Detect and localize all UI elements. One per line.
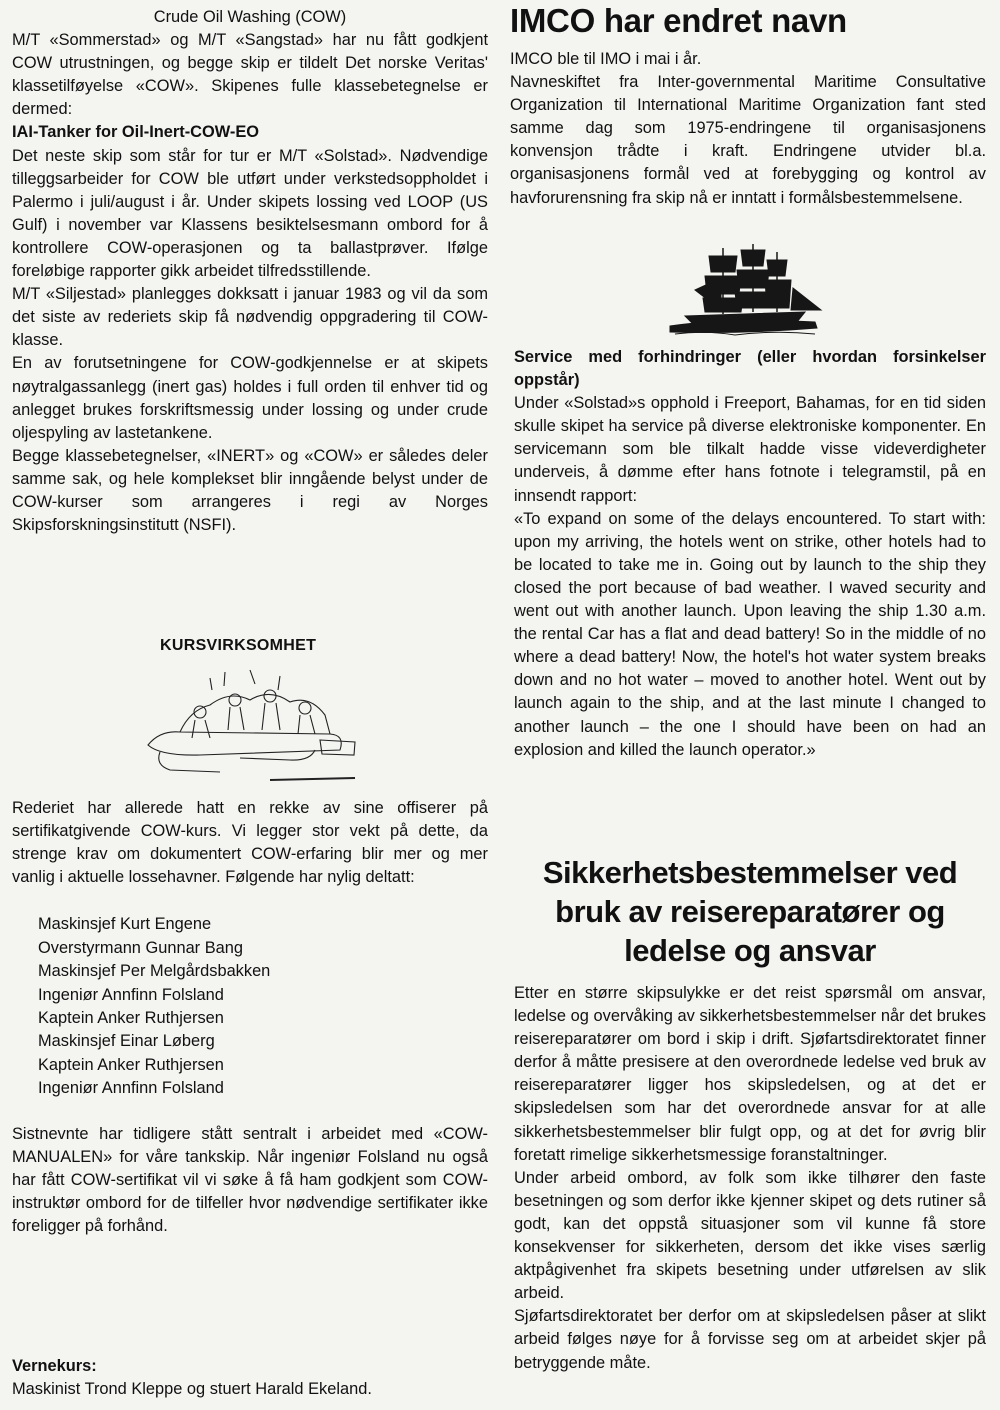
cow-paragraph: Begge klassebetegnelser, «INERT» og «COW» er således deler samme sak, og hele komplekset blir inngående belyst under de COW-kurser som arrangeres i regi av Norges Skipsforskningsinstitutt (NSFI). (12, 446, 488, 535)
kurs-heading: KURSVIRKSOMHET (160, 637, 317, 654)
kurs-paragraph: Rederiet har allerede hatt en rekke av sine offiserer på sertifikatgivende COW-kurs. Vi legger stor vekt på dette, da strenge krav om dokumentert COW-erfaring blir mer og mer vanlig i aktuelle lossehavner. Følgende har nylig deltatt: (12, 799, 488, 887)
right-column (510, 0, 986, 210)
verne-heading: Vernekurs: (12, 1357, 97, 1375)
imco-paragraph: Navneskiftet fra Inter-governmental Maritime Consultative Organization til International Maritime Organization fant sted samme dag som 1975-endringene til organisasjonens konvensjon trådte i kraft. Endringene utvider bl.a. organisasjonens formål ved at forebygging og kontrol av havforurensning fra skip nå er inntatt i formålsbestemmelsene. (510, 73, 986, 207)
list-item: Kaptein Anker Ruthjersen (38, 1055, 224, 1074)
crew-list (12, 913, 488, 1100)
verne-text: Maskinist Trond Kleppe og stuert Harald Ekeland. (12, 1380, 372, 1399)
sailing-ship-icon (665, 238, 825, 338)
verne-section (12, 1355, 488, 1401)
service-paragraph: Under «Solstad»s opphold i Freeport, Bahamas, for en tid siden skulle skipet ha service på diverse elektroniske komponenter. En servicemann som ble tilkalt hadde visse videverdigheter underveis, å dømme efter hans fotnote i telegramstil, på en innsendt rapport: (514, 394, 986, 505)
left-column (12, 0, 488, 537)
class-designation: IAI-Tanker for Oil-Inert-COW-EO (12, 123, 260, 142)
safety-paragraph: Under arbeid ombord, av folk som ikke tilhører den faste besetningen og som derfor ikke kjenner skipet og dets rutiner så godt, kan det oppstå situasjoner som vil kunne få store konsekvenser for sikkerheten, dersom det ikke vises særlig aktpågivenhet fra skipets besetning under utførelsen av slik arbeid. (514, 1168, 986, 1303)
imco-paragraph: IMCO ble til IMO i mai i år. (510, 50, 702, 68)
safety-heading: Sikkerhetsbestemmelser ved bruk av reisereparatører og ledelse og ansvar (542, 855, 958, 968)
kurs-heading-block (160, 637, 360, 655)
list-item: Ingeniør Annfinn Folsland (38, 1079, 224, 1098)
safety-paragraph: Sjøfartsdirektoratet ber derfor om at skipsledelsen påser at slikt arbeid følges nøye for å forvisse seg om at arbeidet skjer på betryggende måte. (514, 1307, 986, 1372)
imco-heading: IMCO har endret navn (510, 2, 847, 39)
list-item: Overstyrmann Gunnar Bang (38, 938, 243, 957)
service-section (514, 346, 986, 762)
cow-paragraph: M/T «Sommerstad» og M/T «Sangstad» har nu fått godkjent COW utrustningen, og begge skip er tildelt Det norske Veritas' klassetilføyelse «COW». Skipenes fulle klassebetegnelse er dermed: (12, 31, 488, 119)
kurs-paragraph: Sistnevnte har tidligere stått sentralt i arbeidet med «COW-MANUALEN» for våre tankskip. Når ingeniør Folsland nu også har fått COW-sertifikat vil vi søke å få ham godkjent som COW-instruktør ombord for de tilfeller hvor nødvendige sertifikater ikke foreligger på forhånd. (12, 1124, 488, 1235)
kurs-section (12, 797, 488, 1238)
cow-paragraph: Det neste skip som står for tur er M/T «Solstad». Nødvendige tilleggsarbeider for COW ble utført under verkstedsoppholdet i Palermo i juli/august i år. Under skipets lossing ved LOOP (US Gulf) i november var Klassens besiktelsesmann ombord for å kontrollere COW-operasjonen og ta ballastprøver. Ifølge foreløbige rapporter gikk arbeidet tilfredsstillende. (12, 146, 488, 281)
service-heading: Service med forhindringer (eller hvordan forsinkelser oppstår) (514, 348, 986, 390)
safety-section (514, 853, 986, 1375)
list-item: Maskinsjef Einar Løberg (38, 1032, 215, 1051)
list-item: Ingeniør Annfinn Folsland (38, 985, 224, 1004)
service-quote: «To expand on some of the delays encountered. To start with: upon my arriving, the hotels went on strike, other hotels had to be located to take me in. Going out by launch to the ship they closed the port because of bad weather. I waved security and went out with another launch. Upon leaving the ship 1.30 a.m. the rental Car has a flat and dead battery! So in the middle of no where a dead battery! Now, the hotel's hot water system breaks down and no hot water – moved to another hotel. Went out by launch again to the ship, and at the last minute I changed to another launch – the one I should have been on had an explosion and killed the launch operator.» (514, 509, 986, 759)
classroom-sketch-icon (140, 660, 370, 785)
cow-heading: Crude Oil Washing (COW) (153, 8, 347, 26)
list-item: Kaptein Anker Ruthjersen (38, 1009, 224, 1027)
cow-paragraph: En av forutsetningene for COW-godkjennelse er at skipets nøytralgassanlegg (inert gas) holdes i full orden til enhver tid og anlegget brukes forskriftsmessig under lossing og under crude oljespyling av lastetankene. (12, 354, 488, 442)
cow-paragraph: M/T «Siljestad» planlegges dokksatt i januar 1983 og vil da som det siste av rederiets skip få nødvendig oppgradering til COW-klasse. (12, 285, 488, 350)
list-item: Maskinsjef Kurt Engene (38, 915, 212, 934)
list-item: Maskinsjef Per Melgårdsbakken (38, 962, 271, 981)
safety-paragraph: Etter en større skipsulykke er det reist spørsmål om ansvar, ledelse og overvåking av sikkerhetsbestemmelser når det brukes reisereparatører om bord i skip i drift. Sjøfartsdirektoratet finner derfor å måtte presisere at den overordnede ledelse ved bruk av reisereparatører ligger hos skipsledelsen, og at det er skipsledelsen som har det overordnede ansvar for at alle sikkerhetsbestemmelser blir fulgt opp, og at det for øvrig blir foretatt rimelige sikkerhetsmessige foranstaltninger. (514, 984, 986, 1164)
